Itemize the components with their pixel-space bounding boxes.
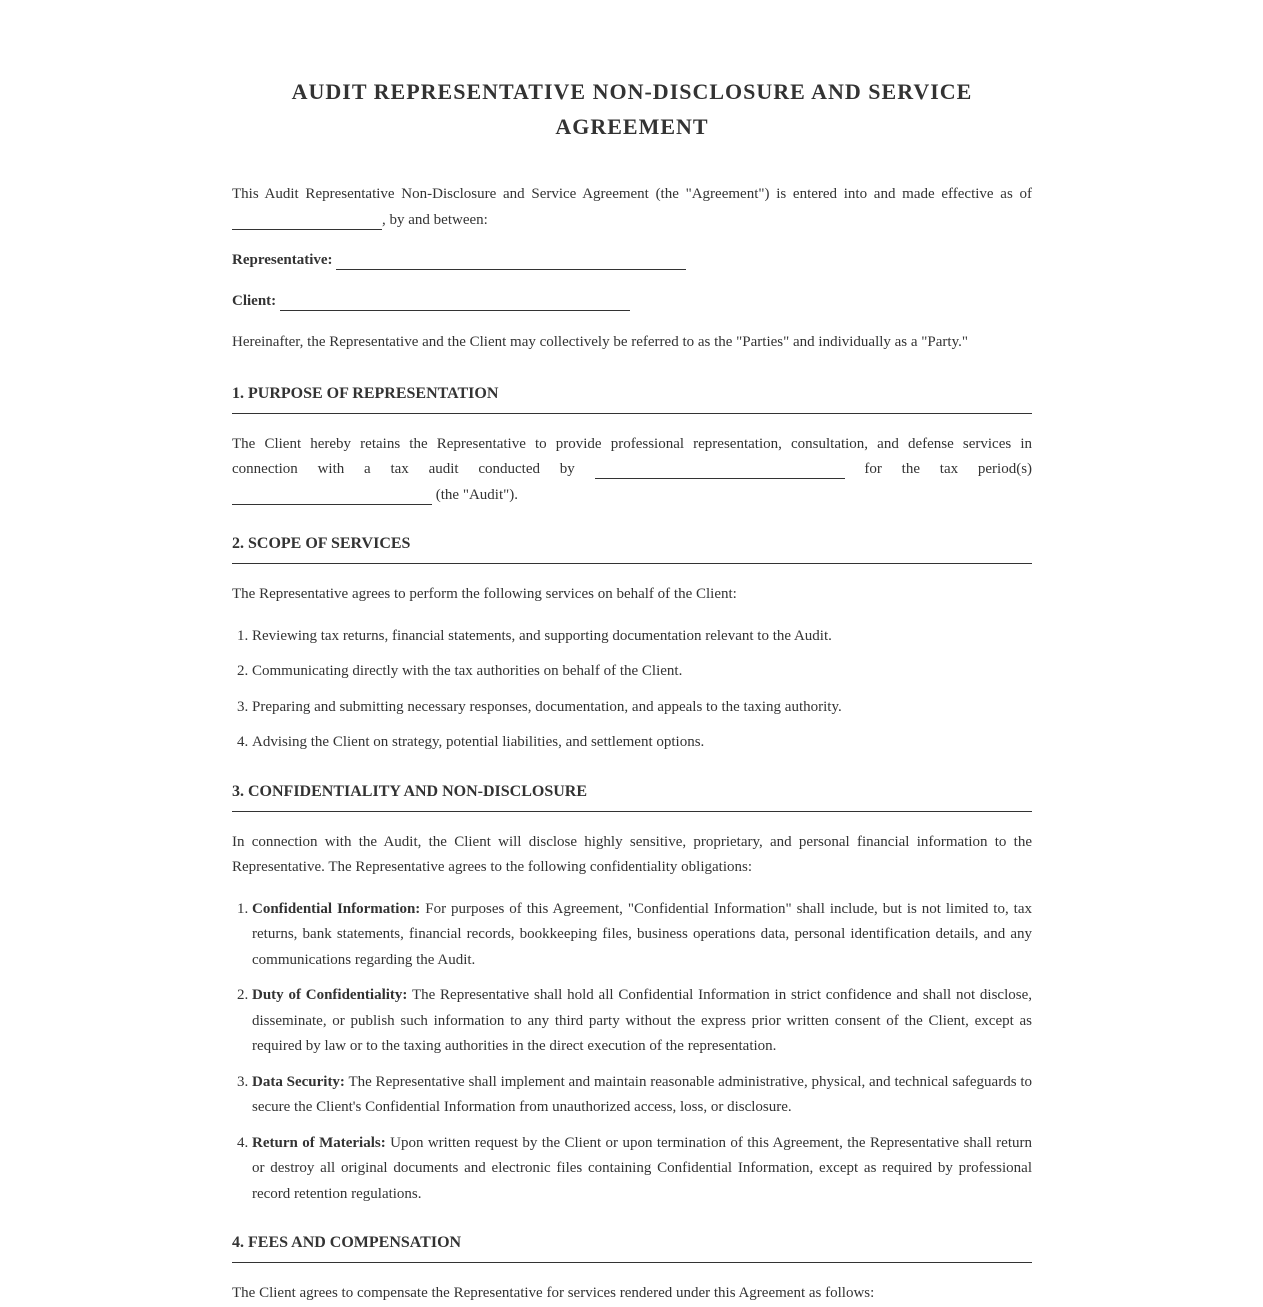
effective-date-blank[interactable] [232,211,382,230]
purpose-line-2-after: for the tax period(s) [864,461,1033,477]
purpose-line-2-text: connection with a tax audit conducted by [232,461,575,477]
section-heading-scope: 2. SCOPE OF SERVICES [232,533,1032,564]
tax-authority-blank[interactable] [595,460,845,479]
section-fees [232,1232,1032,1307]
section-heading-fees: 4. FEES AND COMPENSATION [232,1232,1032,1263]
representative-line [232,248,1032,273]
purpose-line-3-text: (the "Audit"). [435,486,518,503]
representative-name-blank[interactable] [336,251,686,270]
purpose-line-1: The Client hereby retains the Representative to provide professional representation, consultation, and defense services in [232,435,1032,452]
tax-period-blank[interactable] [232,486,432,505]
section-scope [232,533,1032,756]
list-item-text: The Representative shall hold all Confidential Information in strict confidence and shall not disclose, disseminate, or publish such information to any third party without the express prior written consent of the Client, except as required by law or to the taxing authorities in the direct execution of the representation. [252,987,1032,1054]
document-page [232,0,1032,1307]
list-item-term: Data Security: [252,1073,345,1090]
list-item [252,1070,1032,1121]
list-item-term: Confidential Information: [252,900,421,917]
purpose-line-3 [232,483,1032,509]
intro-paragraph [232,182,1032,233]
list-item-term: Return of Materials: [252,1134,386,1151]
list-item: 3. Preparing and submitting necessary responses, documentation, and appeals to the taxing authority. [252,695,1032,721]
document-title [232,74,1032,144]
list-item: 4. Advising the Client on strategy, potential liabilities, and settlement options. [252,730,1032,756]
list-item [252,897,1032,974]
list-item-text: The Representative shall implement and maintain reasonable administrative, physical, and technical safeguards to secure the Client's Confidential Information from unauthorized access, loss, or disclosure. [252,1073,1032,1115]
section-purpose [232,383,1032,509]
section-heading-confidentiality: 3. CONFIDENTIALITY AND NON-DISCLOSURE [232,781,1032,812]
client-line [232,289,1032,314]
fees-intro: The Client agrees to compensate the Representative for services rendered under this Agreement as follows: [232,1285,875,1301]
list-item: 2. Communicating directly with the tax authorities on behalf of the Client. [252,659,1032,685]
confidentiality-list [232,897,1032,1208]
list-item-text: For purposes of this Agreement, "Confidential Information" shall include, but is not limited to, tax returns, bank statements, financial records, bookkeeping files, business operations data, personal identification details, and any communications regarding the Audit. [252,900,1032,968]
list-item [252,1131,1032,1208]
scope-list [232,624,1032,756]
scope-intro: The Representative agrees to perform the following services on behalf of the Client: [232,586,737,602]
title-line-1: AUDIT REPRESENTATIVE NON-DISCLOSURE AND SERVICE [291,79,973,104]
list-item: 1. Reviewing tax returns, financial statements, and supporting documentation relevant to the Audit. [252,624,1032,650]
parties-definition: Hereinafter, the Representative and the Client may collectively be referred to as the "Parties" and individually as a "Party." [232,334,968,350]
intro-text: This Audit Representative Non-Disclosure and Service Agreement (the "Agreement") is entered into and made effective as of [232,186,1032,202]
section-heading-purpose: 1. PURPOSE OF REPRESENTATION [232,383,1032,414]
client-label: Client: [232,293,277,309]
title-line-2: AGREEMENT [555,114,709,139]
section-confidentiality [232,781,1032,1208]
client-name-blank[interactable] [280,292,630,311]
confidentiality-intro: In connection with the Audit, the Client will disclose highly sensitive, proprietary, and personal financial information to the Representative. The Representative agrees to the following confidentiality obligations: [232,833,1032,875]
list-item-term: Duty of Confidentiality: [252,987,408,1003]
list-item-text: Upon written request by the Client or upon termination of this Agreement, the Representative shall return or destroy all original documents and electronic files containing Confidential Information, except as required by professional record retention regulations. [252,1134,1032,1202]
intro-text-after: , by and between: [382,211,488,228]
list-item [252,983,1032,1060]
representative-label: Representative: [232,252,333,268]
purpose-line-2 [232,457,1032,483]
